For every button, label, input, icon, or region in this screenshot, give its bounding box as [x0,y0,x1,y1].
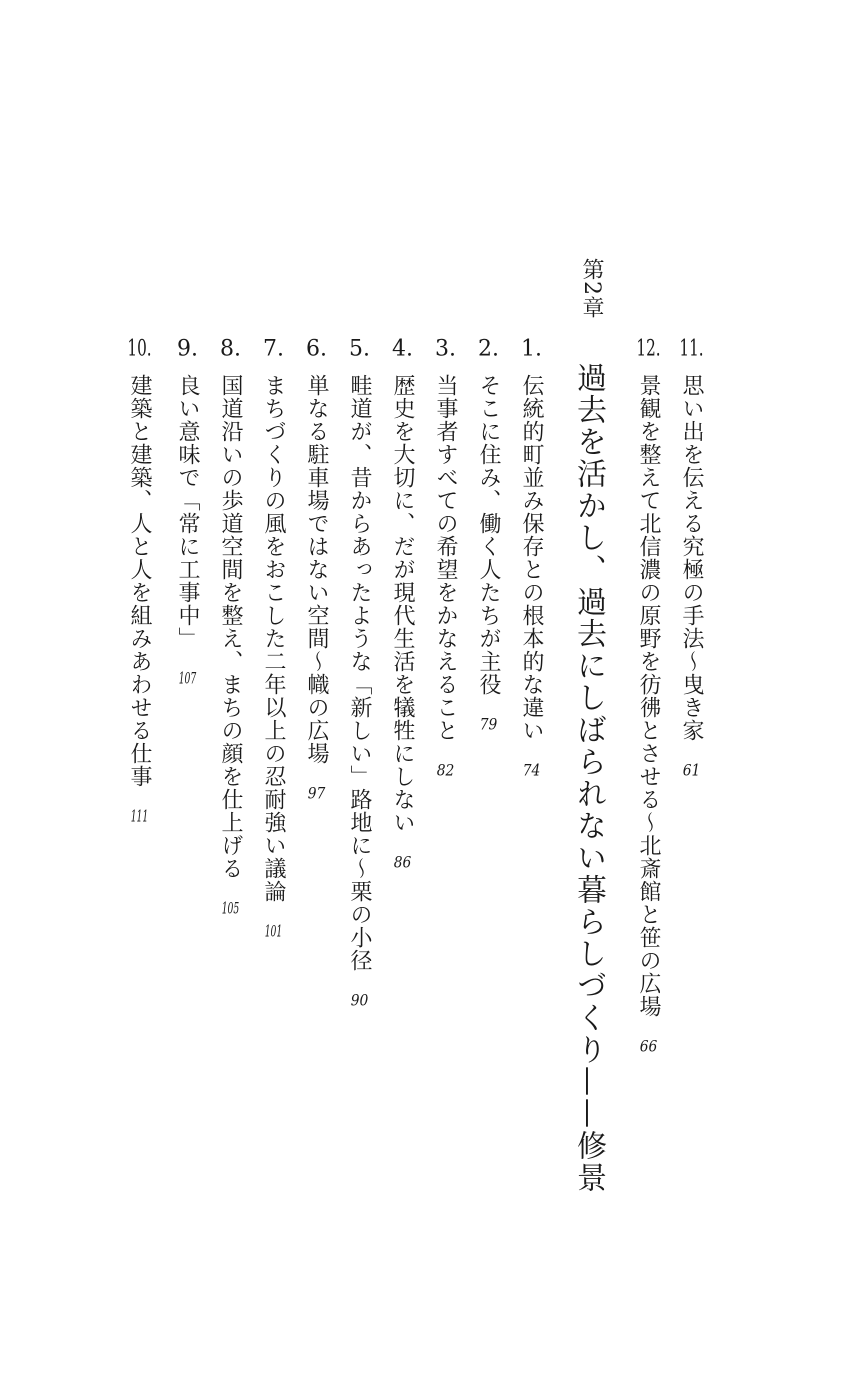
toc-item-title: 国道沿いの歩道空間を整え、まちの顔を仕上げる [218,374,243,880]
toc-item-10 [128,338,150,824]
toc-item-8 [219,338,241,916]
toc-item-page: 74 [522,762,541,778]
toc-item-number: 4. [392,338,413,360]
toc-item-7 [262,338,284,939]
toc-item-6 [305,338,327,801]
toc-item-title: まちづくりの風をおこした二年以上の忍耐強い議論 [261,374,286,903]
toc-item-page: 79 [479,716,498,732]
toc-item-title: 良い意味で「常に工事中」 [175,374,200,650]
toc-item-4 [391,338,413,870]
toc-item-2 [477,338,499,732]
toc-item-title: 思い出を伝える究極の手法〜曳き家 [679,374,704,742]
toc-item-number: 2. [478,338,499,360]
toc-item-number: 12. [636,338,661,360]
toc-item-page: 107 [178,670,197,686]
toc-item-number: 1. [521,338,542,360]
toc-item-12 [637,338,659,1054]
toc-item-page: 111 [130,808,149,824]
toc-item-3 [434,338,456,778]
toc-item-9 [176,338,198,686]
toc-item-number: 3. [435,338,456,360]
toc-item-number: 10. [127,338,152,360]
toc-item-title: 伝統的町並み保存との根本的な違い [519,374,544,742]
chapter-title: 過去を活かし、過去にしばられない暮らしづくり——修景 [571,362,606,1194]
toc-item-number: 8. [220,338,241,360]
toc-item-title: 建築と建築、人と人を組みあわせる仕事 [127,374,152,788]
toc-item-number: 5. [349,338,370,360]
toc-item-number: 6. [306,338,327,360]
toc-item-title: 畦道が、昔からあったような「新しい」路地に〜栗の小径 [347,374,372,972]
toc-item-page: 97 [307,785,326,801]
toc-item-page: 105 [221,900,240,916]
toc-item-page: 61 [682,762,701,778]
chapter-label: 第2章 [579,258,604,319]
toc-item-page: 90 [350,992,369,1008]
toc-item-page: 101 [264,923,283,939]
toc-item-title: 当事者すべての希望をかなえること [433,374,458,742]
toc-item-title: 単なる駐車場ではない空間〜幟の広場 [304,374,329,765]
toc-item-number: 9. [177,338,198,360]
toc-item-11 [680,338,702,778]
toc-item-5 [348,338,370,1008]
toc-item-number: 7. [263,338,284,360]
toc-item-1 [520,338,542,778]
toc-item-page: 66 [639,1038,658,1054]
toc-item-page: 82 [436,762,455,778]
toc-item-title: 歴史を大切に、だが現代生活を犠牲にしない [390,374,415,834]
toc-item-title: 景観を整えて北信濃の原野を彷彿とさせる〜北斎館と笹の広場 [636,374,661,1018]
toc-item-page: 86 [393,854,412,870]
toc-item-number: 11. [679,338,704,360]
toc-item-title: そこに住み、働く人たちが主役 [476,374,501,696]
